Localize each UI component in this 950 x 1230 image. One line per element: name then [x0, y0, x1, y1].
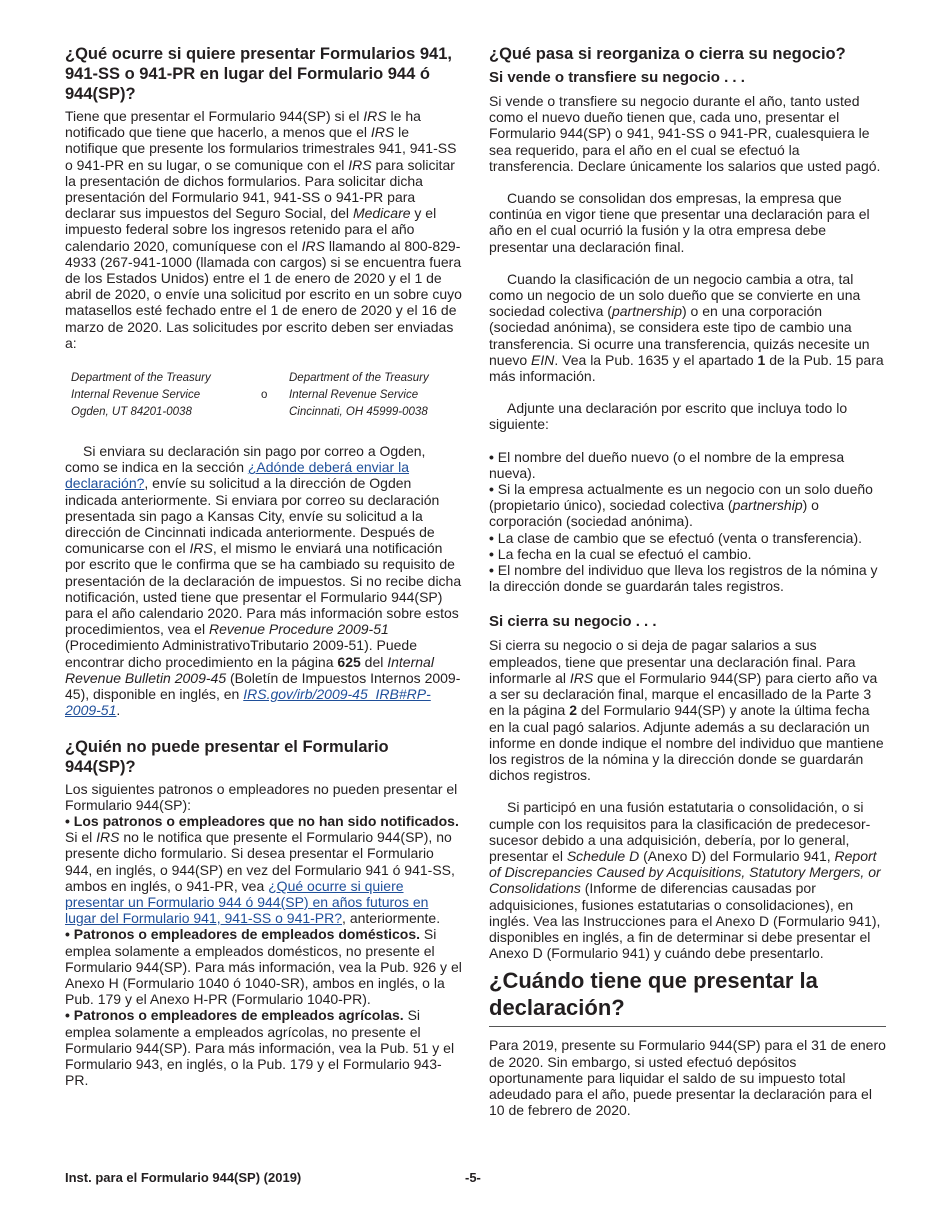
paragraph-when-to-file: Para 2019, presente su Formulario 944(SP) para el 31 de enero de 2020. Sin embargo, si usted efectuó depósitos oportunamente para liquidar el saldo de su impuesto total adeudado para el año, puede presentar la declaración para el 10 de febrero de 2020. — [489, 1037, 886, 1119]
paragraph-sell-transfer: Si vende o transfiere su negocio durante el año, tanto usted como el nuevo dueño tienen que, cada uno, presentar el Formulario 944(SP) o 941, 941-SS o 941-PR, cualesquiera le sea requerido, para el año en el cual se efectuó la transferencia. Declare únicamente los salarios que usted pagó. — [489, 93, 881, 174]
bullet-agricultural-employers: • Patronos o empleadores de empleados agrícolas. Si emplea solamente a empleados agrícolas, no presente el Formulario 944(SP). Para más información, vea la Pub. 51 y el Formulario 943, en inglés, o la Pub. 179 y el Formulario 943-PR. — [65, 1007, 455, 1089]
link-where-to-send[interactable]: ¿Adónde deberá enviar la declaración? — [65, 459, 409, 492]
left-column — [65, 44, 462, 1088]
paragraph-ogden-procedure: Si enviara su declaración sin pago por correo a Ogden, como se indica en la sección ¿Adónde deberá enviar la declaración?, envíe su solicitud a la dirección de Ogden indicada anteriormente. Si enviara por correo su declaración presentada sin pago a Kansas City, envíe su solicitud a la dirección de Cincinnati indicada anteriormente. Después de comunicarse con el IRS, el mismo le enviará una notificación por escrito que le confirma que se ha cambiado su requisito de presentación de la declaración de impuestos. Si no recibe dicha notificación, usted tiene que presentar el Formulario 944(SP) para el año calendario 2020. Para más información sobre estos procedimientos, vea el Revenue Procedure 2009-51 (Procedimiento AdministrativoTributario 2009-51). Puede encontrar dicho procedimiento en la página 625 del Internal Revenue Bulletin 2009-45 (Boletín de Impuestos Internos 2009-45), disponible en inglés, en IRS.gov/irb/2009-45_IRB#RP-2009-51. — [65, 443, 462, 719]
heading-when-to-file: ¿Cuándo tiene que presentar la declaración? — [489, 967, 886, 1027]
link-irs-rp-2009-51[interactable]: IRS.gov/irb/2009-45_IRB#RP-2009-51 — [65, 686, 431, 719]
subheading-sell-transfer: Si vende o transfiere su negocio . . . — [489, 69, 745, 86]
address-or: o — [261, 389, 268, 402]
subheading-close-business: Si cierra su negocio . . . — [489, 613, 657, 631]
paragraph-following-employers: Los siguientes patronos o empleadores no pueden presentar el Formulario 944(SP): — [65, 780, 458, 813]
paragraph-close-business: Si cierra su negocio o si deja de pagar salarios a sus empleados, tiene que presentar una declaración final. Para informarle al IRS que el Formulario 944(SP) para cierto año va a ser su declaración final, marque el encasillado de la Parte 3 en la página 2 del Formulario 944(SP) y anote la última fecha en la cual pagó salarios. Adjunte además a su declaración un informe en donde indique el nombre del individuo que mantiene los registros de la nómina y la dirección donde se guardarán dichos registros. — [489, 637, 884, 784]
heading-reorganize-close: ¿Qué pasa si reorganiza o cierra su negocio? — [489, 45, 846, 63]
right-column — [489, 44, 886, 1118]
paragraph-attach-statement: Adjunte una declaración por escrito que incluya todo lo siguiente: — [489, 400, 848, 433]
list-item: • El nombre del dueño nuevo (o el nombre de la empresa nueva). — [489, 448, 845, 481]
paragraph-classification-change: Cuando la clasificación de un negocio cambia a otra, tal como un negocio de un solo dueño que se convierte en una sociedad colectiva (partnership) o en una corporación (sociedad anónima), se considera este tipo de cambio una transferencia. Si ocurre una transferencia, quizás necesite un nuevo EIN. Vea la Pub. 1635 y el apartado 1 de la Pub. 15 para más información. — [489, 270, 884, 385]
statement-list — [489, 449, 886, 595]
list-item: • La fecha en la cual se efectuó el cambio. — [489, 545, 752, 562]
paragraph-consolidation: Cuando se consolidan dos empresas, la empresa que continúa en vigor tiene que presentar una declaración para el año en el cual ocurrió la fusión y la otra empresa debe presentar una declaración final. — [489, 190, 870, 255]
heading-file-941-instead: ¿Qué ocurre si quiere presentar Formularios 941, 941-SS o 941-PR en lugar del Formulario 944 ó 944(SP)? — [65, 45, 452, 103]
footer-title: Inst. para el Formulario 944(SP) (2019) — [65, 1170, 302, 1185]
bullet-household-employers: • Patronos o empleadores de empleados domésticos. Si emplea solamente a empleados domésticos, no presente el Formulario 944(SP). Para más información, vea la Pub. 926 y el Anexo H (Formulario 1040 ó 1040-SR), ambos en inglés, o la Pub. 179 y el Anexo H-PR (Formulario 1040-PR). — [65, 926, 462, 1008]
address-ogden: Department of the Treasury Internal Revenue Service Ogden, UT 84201-0038 — [71, 372, 211, 419]
heading-who-cannot-file: ¿Quién no puede presentar el Formulario 944(SP)? — [65, 737, 389, 776]
address-cincinnati: Department of the Treasury Internal Revenue Service Cincinnati, OH 45999-0038 — [289, 372, 429, 419]
paragraph-statutory-merger: Si participó en una fusión estatutaria o consolidación, o si cumple con los requisitos para la clasificación de predecesor-sucesor debido a una adquisición, debería, por lo general, presentar el Schedule D (Anexo D) del Formulario 941, Report of Discrepancies Caused by Acquisitions, Statutory Mergers, or Consolidations (Informe de diferencias causadas por adquisiciones, fusiones estatutarias o consolidaciones), en inglés. Vea las Instrucciones para el Anexo D (Formulario 941), disponibles en inglés, a fin de determinar si debe presentar el Anexo D (Formulario 941) y cuándo debe presentarlo. — [489, 799, 881, 962]
paragraph-must-file-944sp: Tiene que presentar el Formulario 944(SP) si el IRS le ha notificado que tiene que hacerlo, a menos que el IRS le notifique que presente los formularios trimestrales 941, 941-SS o 941-PR en su lugar, o se comunique con el IRS para solicitar la presentación de dichos formularios. Para solicitar dicha presentación del Formulario 941, 941-SS o 941-PR para declarar sus impuestos del Seguro Social, del Medicare y el impuesto federal sobre los ingresos retenido para el año calendario 2020, comuníquese con el IRS llamando al 800-829-4933 (267-941-1000 (llamada con cargos) si se encuentra fuera de los Estados Unidos) entre el 1 de enero de 2020 y el 1 de abril de 2020, o envíe una solicitud por escrito en un sobre cuyo matasellos esté fechado entre el 1 de enero de 2020 y el 16 de marzo de 2020. Las solicitudes por escrito deben ser enviadas a: — [65, 108, 462, 351]
page-number: -5- — [465, 1170, 481, 1185]
list-item: • La clase de cambio que se efectuó (venta o transferencia). — [489, 529, 863, 546]
list-item: • Si la empresa actualmente es un negocio con un solo dueño (propietario único), sociedad colectiva (partnership) o corporación (sociedad anónima). — [489, 481, 873, 530]
bullet-not-notified: • Los patronos o empleadores que no han sido notificados. Si el IRS no le notifica que presente el Formulario 944(SP), no presente dicho formulario. Si desea presentar el Formulario 944, en inglés, o 944(SP) en vez del Formulario 941 ó 941-SS, ambos en inglés, o 941-PR, vea ¿Qué ocurre si quiere presentar un Formulario 944 ó 944(SP) en años futuros en lugar del Formulario 941, 941-SS o 941-PR?, anteriormente. — [65, 812, 459, 927]
mailing-addresses — [71, 370, 462, 421]
list-item: • El nombre del individuo que lleva los registros de la nómina y la dirección donde se guardarán tales registros. — [489, 562, 878, 595]
link-future-years-944[interactable]: ¿Qué ocurre si quiere presentar un Formulario 944 ó 944(SP) en años futuros en lugar del Formulario 941, 941-SS o 941-PR? — [65, 877, 429, 927]
page-footer — [65, 1170, 886, 1185]
